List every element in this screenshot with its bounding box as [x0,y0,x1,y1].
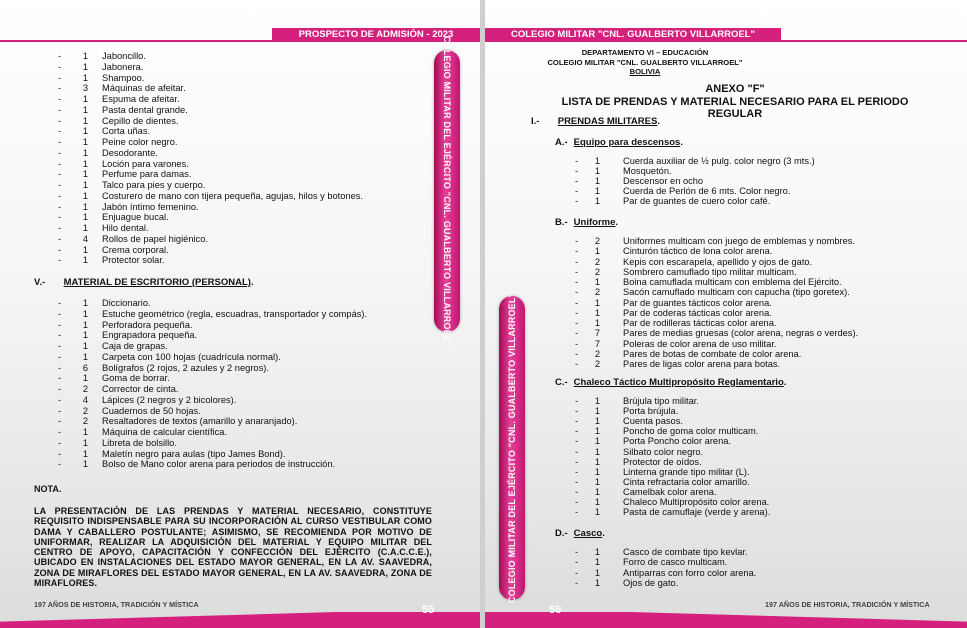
item-quantity: 1 [82,427,88,437]
item-text: Corrector de cinta. [102,384,179,394]
footer-text: 197 AÑOS DE HISTORIA, TRADICIÓN Y MÍSTICA [765,600,930,609]
item-quantity: 1 [594,547,600,557]
item-text: Carpeta con 100 hojas (cuadrícula normal). [102,351,281,362]
item-text: Pasta de camuflaje (verde y arena). [623,507,771,518]
bullet-dash: - [575,476,579,487]
item-quantity: 1 [82,137,88,147]
item-text: Hilo dental. [102,223,149,233]
bullet-dash: - [575,507,579,518]
item-quantity: 7 [594,338,600,349]
subsection-heading: A.- Equipo para descensos. [555,137,683,148]
bullet-dash: - [575,277,579,287]
item-text: Cinturón táctico de lona color arena. [623,246,773,257]
item-quantity: 1 [82,351,88,362]
bullet-dash: - [575,416,579,427]
bullet-dash: - [575,186,579,196]
bullet-dash: - [58,72,62,83]
section-title: MATERIAL DE ESCRITORIO (PERSONAL) [63,277,251,288]
bullet-dash: - [575,318,579,328]
bullet-dash: - [58,437,62,448]
item-text: Protector solar. [102,255,165,266]
header-rule [0,40,480,42]
bullet-dash: - [58,308,62,319]
bullet-dash: - [58,158,62,169]
bullet-dash: - [575,307,579,318]
item-quantity: 4 [82,233,88,244]
bullet-dash: - [575,446,579,457]
bullet-dash: - [575,486,579,497]
footer-band [0,612,480,628]
item-quantity: 1 [82,448,88,459]
side-banner-text: COLEGIO MILITAR DEL EJÉRCITO "CNL. GUALBERTO VILLARROEL" [507,292,517,604]
item-quantity: 1 [594,396,600,406]
bullet-dash: - [58,190,62,201]
item-text: Poncho de goma color multicam. [623,426,759,437]
dept-line: BOLIVIA [629,67,661,76]
item-quantity: 1 [594,277,600,287]
item-text: Lápices (2 negros y 2 bicolores). [102,394,237,405]
footer-text: 197 AÑOS DE HISTORIA, TRADICIÓN Y MÍSTICA [34,600,199,609]
item-text: Bolígrafos (2 rojos, 2 azules y 2 negros). [102,362,269,373]
item-text: Brújula tipo militar. [623,396,699,406]
item-text: Forro de casco multicam. [623,557,728,568]
item-quantity: 1 [82,190,88,201]
item-quantity: 1 [594,246,600,257]
bullet-dash: - [58,201,62,212]
bullet-dash: - [58,115,62,126]
item-text: Mosquetón. [623,166,672,176]
subsection-title: Casco [573,528,603,539]
section-number: I.- [531,116,540,127]
item-quantity: 2 [82,405,88,416]
item-text: Espuma de afeitar. [102,94,180,104]
item-quantity: 2 [594,348,600,359]
item-quantity: 1 [82,94,88,104]
item-quantity: 6 [82,362,88,373]
item-quantity: 1 [82,308,88,319]
side-banner-text: COLEGIO MILITAR DEL EJÉRCITO "CNL. GUALBERTO VILLARROEL" [442,35,452,347]
item-text: Estuche geométrico (regla, escuadras, transportador y compás). [102,308,368,319]
item-quantity: 1 [594,456,600,467]
subsection-heading: C.- Chaleco Táctico Multipropósito Reglamentario. [555,377,787,388]
item-quantity: 1 [82,51,88,61]
bullet-dash: - [575,406,579,417]
item-text: Chaleco Multipropósito color arena. [623,497,770,507]
item-quantity: 1 [82,169,88,180]
bullet-dash: - [58,319,62,330]
bullet-dash: - [58,180,62,190]
item-quantity: 2 [594,287,600,298]
item-quantity: 1 [594,318,600,328]
item-quantity: 1 [82,201,88,212]
item-text: Perfume para damas. [102,169,192,180]
bullet-dash: - [575,328,579,339]
item-quantity: 1 [594,557,600,568]
item-quantity: 1 [82,244,88,255]
item-quantity: 2 [594,256,600,267]
item-quantity: 1 [82,61,88,72]
item-quantity: 1 [594,466,600,477]
department-heading [485,48,805,77]
item-quantity: 1 [82,255,88,266]
item-quantity: 1 [594,426,600,437]
item-text: Pares de ligas color arena para botas. [623,359,781,369]
item-quantity: 1 [594,446,600,457]
bullet-dash: - [575,256,579,267]
bullet-dash: - [575,156,579,166]
item-quantity: 2 [594,236,600,246]
subsection-number: D.- [555,528,568,539]
bullet-dash: - [58,416,62,427]
item-quantity: 1 [82,180,88,190]
item-quantity: 1 [82,341,88,351]
item-text: Ojos de gato. [623,577,679,588]
section-title: PRENDAS MILITARES [557,116,658,127]
bullet-dash: - [58,223,62,233]
item-text: Camelbak color arena. [623,486,717,497]
item-text: Antiparras con forro color arena. [623,567,757,578]
item-text: Casco de combate tipo kevlar. [623,547,748,557]
item-text: Uniformes multicam con juego de emblemas y nombres. [623,236,855,246]
bullet-dash: - [58,373,62,384]
item-text: Máquinas de afeitar. [102,83,186,94]
bullet-dash: - [575,246,579,257]
item-text: Pasta dental grande. [102,104,188,115]
subsection-number: C.- [555,377,568,388]
item-text: Boina camuflada multicam con emblema del Ejército. [623,277,842,287]
item-text: Cinta refractaria color amarillo. [623,476,750,487]
page-55 [0,0,480,628]
item-quantity: 4 [82,394,88,405]
item-quantity: 2 [594,359,600,369]
item-text: Caja de grapas. [102,341,168,351]
item-quantity: 1 [82,223,88,233]
item-text: Cuenta pasos. [623,416,683,427]
bullet-dash: - [575,557,579,568]
item-quantity: 1 [594,577,600,588]
item-quantity: 1 [82,126,88,137]
page-number: 56 [549,604,562,616]
item-text: Resaltadores de textos (amarillo y anaranjado). [102,416,298,427]
item-quantity: 1 [594,416,600,427]
side-banner [499,292,525,604]
bullet-dash: - [575,547,579,557]
item-quantity: 1 [594,156,600,166]
item-quantity: 1 [594,406,600,417]
header-band: COLEGIO MILITAR "CNL. GUALBERTO VILLARROEL" [485,28,781,41]
bullet-dash: - [575,359,579,369]
bullet-dash: - [575,196,579,206]
bullet-dash: - [58,255,62,266]
item-text: Par de rodilleras tácticas color arena. [623,318,777,328]
item-text: Par de guantes de cuero color café. [623,196,771,206]
dept-line: DEPARTAMENTO VI – EDUCACIÓN [581,48,709,57]
item-text: Descensor en ocho [623,176,704,186]
item-quantity: 1 [594,196,600,206]
bullet-dash: - [575,338,579,349]
item-text: Par de guantes tácticos color arena. [623,297,772,308]
item-text: Cepillo de dientes. [102,115,179,126]
bullet-dash: - [575,297,579,308]
note-body: LA PRESENTACIÓN DE LAS PRENDAS Y MATERIAL NECESARIO, CONSTITUYE REQUISITO INDISPENSABLE PARA SU INCORPORACIÓN AL CURSO VESTIBULAR COMO DAMA Y CABALLERO POSTULANTE; ASIMISMO, SE RECOMIENDA POR MOTIVO DE UNIFORMAR, REALIZAR LA ADQUISICIÓN DEL MATERIAL Y EQUIPO MILITAR DEL CENTRO DE APOYO, CAPACITACIÓN Y CONFECCIÓN DEL EJÉRCITO (C.A.C.C.E.), UBICADO EN INSTALACIONES DEL ESTADO MAYOR GENERAL, EN LA AV. SAAVEDRA, ZONA DE MIRAFLORES DEL ESTADO MAYOR GENERAL, EN LA AV. SAAVEDRA, ZONA DE MIRAFLORES. [34,506,432,589]
section-number: V.- [34,277,46,288]
item-text: Jabonera. [102,61,144,72]
bullet-dash: - [575,287,579,298]
bullet-dash: - [58,405,62,416]
item-text: Rollos de papel higiénico. [102,233,208,244]
item-quantity: 1 [594,497,600,507]
bullet-dash: - [58,126,62,137]
item-quantity: 7 [594,328,600,339]
item-text: Sacón camuflado multicam con capucha (tipo goretex). [623,287,850,298]
item-text: Jaboncillo. [102,51,146,61]
item-quantity: 1 [594,186,600,196]
item-quantity: 1 [594,486,600,497]
subsection-number: B.- [555,217,568,228]
item-text: Crema corporal. [102,244,169,255]
item-text: Desodorante. [102,147,158,158]
bullet-dash: - [58,341,62,351]
item-quantity: 1 [594,307,600,318]
section-v-heading: V.- MATERIAL DE ESCRITORIO (PERSONAL). [34,277,254,288]
annex-title: ANEXO "F" [705,83,765,95]
note-block [34,484,432,588]
subsection-heading: B.- Uniforme. [555,217,619,228]
item-text: Máquina de calcular científica. [102,427,228,437]
item-quantity: 1 [82,104,88,115]
dept-line: COLEGIO MILITAR "CNL. GUALBERTO VILLARROEL" [547,57,743,67]
item-text: Diccionario. [102,298,151,308]
item-quantity: 1 [594,567,600,578]
item-quantity: 2 [594,266,600,277]
bullet-dash: - [58,459,62,470]
bullet-dash: - [58,233,62,244]
item-text: Cuerda auxiliar de ½ pulg. color negro (3 mts.) [623,156,815,166]
item-quantity: 2 [82,384,88,394]
item-text: Par de coderas tácticas color arena. [623,307,772,318]
item-text: Jabón íntimo femenino. [102,201,199,212]
bullet-dash: - [575,176,579,186]
item-quantity: 1 [594,166,600,176]
item-text: Goma de borrar. [102,373,170,384]
item-text: Loción para varones. [102,158,189,169]
subsection-heading: D.- Casco. [555,528,605,539]
item-quantity: 1 [594,476,600,487]
bullet-dash: - [58,362,62,373]
item-text: Porta brújula. [623,406,679,417]
item-text: Enjuague bucal. [102,212,169,223]
subsection-number: A.- [555,137,568,148]
bullet-dash: - [58,51,62,61]
bullet-dash: - [58,83,62,94]
item-text: Costurero de mano con tijera pequeña, agujas, hilos y botones. [102,190,363,201]
bullet-dash: - [575,497,579,507]
item-text: Shampoo. [102,72,145,83]
item-text: Pares de medias gruesas (color arena, negras o verdes). [623,328,859,339]
bullet-dash: - [58,330,62,341]
item-quantity: 1 [82,437,88,448]
bullet-dash: - [58,244,62,255]
item-text: Cuadernos de 50 hojas. [102,405,201,416]
item-quantity: 1 [82,72,88,83]
header-band: PROSPECTO DE ADMISIÓN - 2023 [272,28,480,41]
bullet-dash: - [58,212,62,223]
item-text: Protector de oídos. [623,456,702,467]
bullet-dash: - [58,448,62,459]
bullet-dash: - [575,426,579,437]
bullet-dash: - [575,236,579,246]
bullet-dash: - [575,466,579,477]
annex-heading [535,83,935,121]
bullet-dash: - [58,94,62,104]
item-quantity: 2 [82,416,88,427]
bullet-dash: - [575,348,579,359]
item-quantity: 1 [82,459,88,470]
item-text: Kepis con escarapela, apellido y ojos de gato. [623,256,813,267]
bullet-dash: - [58,298,62,308]
bullet-dash: - [575,567,579,578]
item-text: Silbato color negro. [623,446,704,457]
item-quantity: 1 [82,115,88,126]
item-quantity: 1 [594,436,600,447]
section-i-heading: I.- PRENDAS MILITARES. [531,116,660,127]
bullet-dash: - [575,436,579,447]
bullet-dash: - [575,577,579,588]
bullet-dash: - [58,394,62,405]
item-quantity: 1 [82,158,88,169]
bullet-dash: - [575,266,579,277]
item-text: Engrapadora pequeña. [102,330,198,341]
bullet-dash: - [58,137,62,147]
header-rule [485,40,967,42]
item-quantity: 1 [82,330,88,341]
item-quantity: 1 [82,298,88,308]
side-banner [434,35,460,347]
item-quantity: 1 [594,297,600,308]
subsection-title: Chaleco Táctico Multipropósito Reglamentario [573,377,784,388]
item-quantity: 1 [82,212,88,223]
item-text: Peine color negro. [102,137,178,147]
item-text: Maletín negro para aulas (tipo James Bond). [102,448,286,459]
item-text: Linterna grande tipo militar (L). [623,466,750,477]
subsection-title: Uniforme [573,217,616,228]
item-text: Perforadora pequeña. [102,319,193,330]
item-quantity: 1 [82,319,88,330]
item-quantity: 1 [82,147,88,158]
item-text: Sombrero camuflado tipo militar multicam. [623,266,797,277]
item-text: Porta Poncho color arena. [623,436,732,447]
item-text: Pares de botas de combate de color arena. [623,348,802,359]
bullet-dash: - [575,166,579,176]
bullet-dash: - [58,147,62,158]
item-text: Cuerda de Perlón de 6 mts. Color negro. [623,186,791,196]
bullet-dash: - [58,169,62,180]
item-quantity: 1 [594,176,600,186]
bullet-dash: - [58,427,62,437]
bullet-dash: - [58,61,62,72]
bullet-dash: - [575,396,579,406]
item-text: Bolso de Mano color arena para periodos de instrucción. [102,459,336,470]
item-text: Libreta de bolsillo. [102,437,177,448]
item-quantity: 3 [82,83,88,94]
item-quantity: 1 [82,373,88,384]
item-text: Poleras de color arena de uso militar. [623,338,777,349]
bullet-dash: - [575,456,579,467]
bullet-dash: - [58,351,62,362]
annex-subtitle: LISTA DE PRENDAS Y MATERIAL NECESARIO PARA EL PERIODO REGULAR [561,95,909,120]
page-56 [485,0,967,628]
item-text: Corta uñas. [102,126,151,137]
subsection-title: Equipo para descensos [573,137,681,148]
bullet-dash: - [58,104,62,115]
page-number: 55 [422,604,435,616]
item-text: Talco para pies y cuerpo. [102,180,206,190]
item-quantity: 1 [594,507,600,518]
bullet-dash: - [58,384,62,394]
note-title: NOTA. [34,484,62,494]
